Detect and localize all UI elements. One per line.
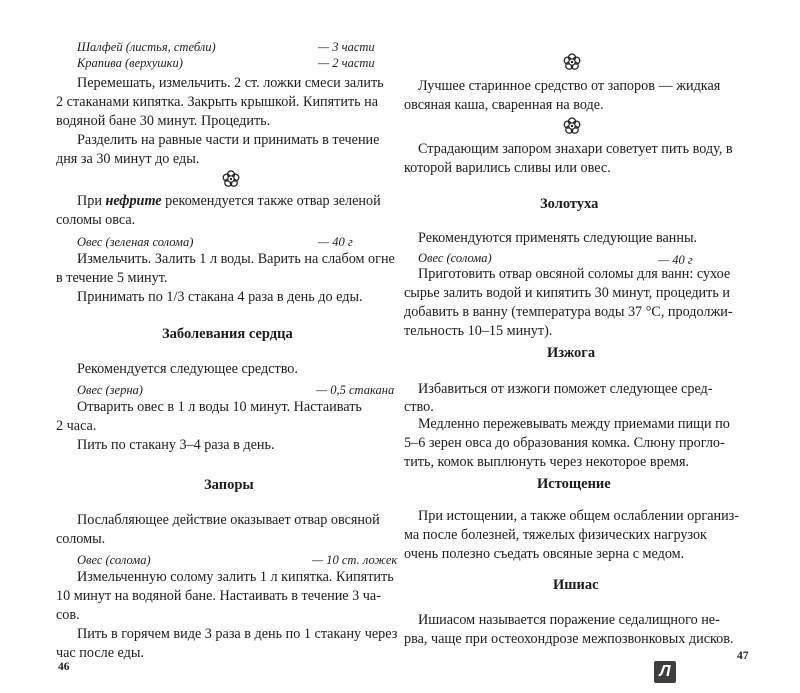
paragraph-line: рва, чаще при остеохондрозе межпозвонковых дисков.: [404, 631, 734, 647]
paragraph-line: Пить в горячем виде 3 раза в день по 1 стакану через: [77, 626, 398, 642]
ingredient-amount: — 3 части: [318, 40, 375, 54]
paragraph-line: ство.: [404, 399, 434, 415]
paragraph-line: 5–6 зерен овса до образования комка. Слюну прогло-: [404, 435, 725, 451]
paragraph-line: При нефрите рекомендуется также отвар зеленой: [77, 193, 381, 209]
section-heading: Заболевания сердца: [162, 326, 293, 342]
paragraph-line: водяной бане 30 минут. Процедить.: [56, 113, 271, 129]
paragraph-line: овсяная каша, сваренная на воде.: [404, 97, 604, 113]
ingredient-amount: — 40 г: [658, 253, 693, 267]
ingredient-name: Овес (солома): [77, 553, 151, 567]
section-heading: Запоры: [204, 477, 254, 493]
paragraph-line: которой варились сливы или овес.: [404, 160, 611, 176]
paragraph-line: Измельчить. Залить 1 л воды. Варить на слабом огне: [77, 251, 395, 267]
paragraph-line: ма после болезней, тяжелых физических нагрузок: [404, 527, 707, 543]
section-heading: Ишиас: [553, 577, 599, 593]
paragraph-line: Пить по стакану 3–4 раза в день.: [77, 437, 275, 453]
paragraph-line: тельность 10–15 минут).: [404, 323, 553, 339]
paragraph-line: Рекомендуется следующее средство.: [77, 361, 298, 377]
paragraph-line: 10 минут на водяной бане. Настаивать в течение 3 ча-: [56, 588, 381, 604]
paragraph-line: очень полезно съедать овсяные зерна с медом.: [404, 546, 685, 562]
paragraph-line: тить, комок выплюнуть через некоторое время.: [404, 454, 690, 470]
paragraph-line: Ишиасом называется поражение седалищного не-: [418, 612, 720, 628]
watermark-logo-icon: Л: [654, 661, 676, 683]
paragraph-line: Принимать по 1/3 стакана 4 раза в день до еды.: [77, 289, 363, 305]
paragraph-line: соломы.: [56, 531, 106, 547]
paragraph-line: сов.: [56, 607, 80, 623]
paragraph-line: час после еды.: [56, 645, 144, 661]
page-number: 47: [737, 650, 749, 662]
paragraph-line: 2 стаканами кипятка. Закрыть крышкой. Кипятить на: [56, 94, 379, 110]
paragraph-line: соломы овса.: [56, 212, 136, 228]
ingredient-name: Овес (зерна): [77, 383, 143, 397]
paragraph-line: Избавиться от изжоги поможет следующее сред-: [418, 381, 713, 397]
paragraph-line: сырье залить водой и кипятить 30 минут, процедить и: [404, 285, 730, 301]
paragraph-line: Медленно пережевывать между приемами пищи по: [418, 416, 730, 432]
ingredient-name: Овес (солома): [418, 251, 492, 265]
paragraph-line: Приготовить отвар овсяной соломы для ванн: сухое: [418, 266, 731, 282]
section-heading: Золотуха: [540, 196, 599, 212]
paragraph-line: При истощении, а также общем ослаблении организ-: [418, 508, 739, 524]
paragraph-line: Перемешать, измельчить. 2 ст. ложки смеси залить: [77, 75, 384, 91]
paragraph-line: добавить в ванну (температура воды 37 °С, продолжи-: [404, 304, 733, 320]
paragraph-line: Рекомендуются применять следующие ванны.: [418, 230, 698, 246]
italic-term: нефрите: [105, 193, 162, 209]
ingredient-amount: — 10 ст. ложек: [312, 553, 398, 567]
ingredient-name: Крапива (верхушки): [77, 56, 183, 70]
ingredient-amount: — 0,5 стакана: [316, 383, 395, 397]
paragraph-line: Измельченную солому залить 1 л кипятка. Кипятить: [77, 569, 394, 585]
paragraph-line: Страдающим запором знахари советует пить воду, в: [418, 141, 733, 157]
section-heading: Истощение: [537, 476, 611, 492]
paragraph-line: в течение 5 минут.: [56, 270, 168, 286]
ingredient-name: Шалфей (листья, стебли): [77, 40, 216, 54]
paragraph-line: дня за 30 минут до еды.: [56, 151, 200, 167]
ingredient-amount: — 40 г: [318, 235, 353, 249]
flower-ornament-icon: [563, 117, 581, 135]
paragraph-line: Лучшее старинное средство от запоров — жидкая: [418, 78, 721, 94]
paragraph-line: 2 часа.: [56, 418, 97, 434]
section-heading: Изжога: [547, 345, 596, 361]
paragraph-line: Отварить овес в 1 л воды 10 минут. Настаивать: [77, 399, 362, 415]
paragraph-line: Разделить на равные части и принимать в течение: [77, 132, 380, 148]
ingredient-amount: — 2 части: [318, 56, 375, 70]
flower-ornament-icon: [222, 170, 240, 188]
flower-ornament-icon: [563, 53, 581, 71]
ingredient-name: Овес (зеленая солома): [77, 235, 194, 249]
paragraph-line: Послабляющее действие оказывает отвар овсяной: [77, 512, 380, 528]
page-number: 46: [58, 661, 70, 673]
